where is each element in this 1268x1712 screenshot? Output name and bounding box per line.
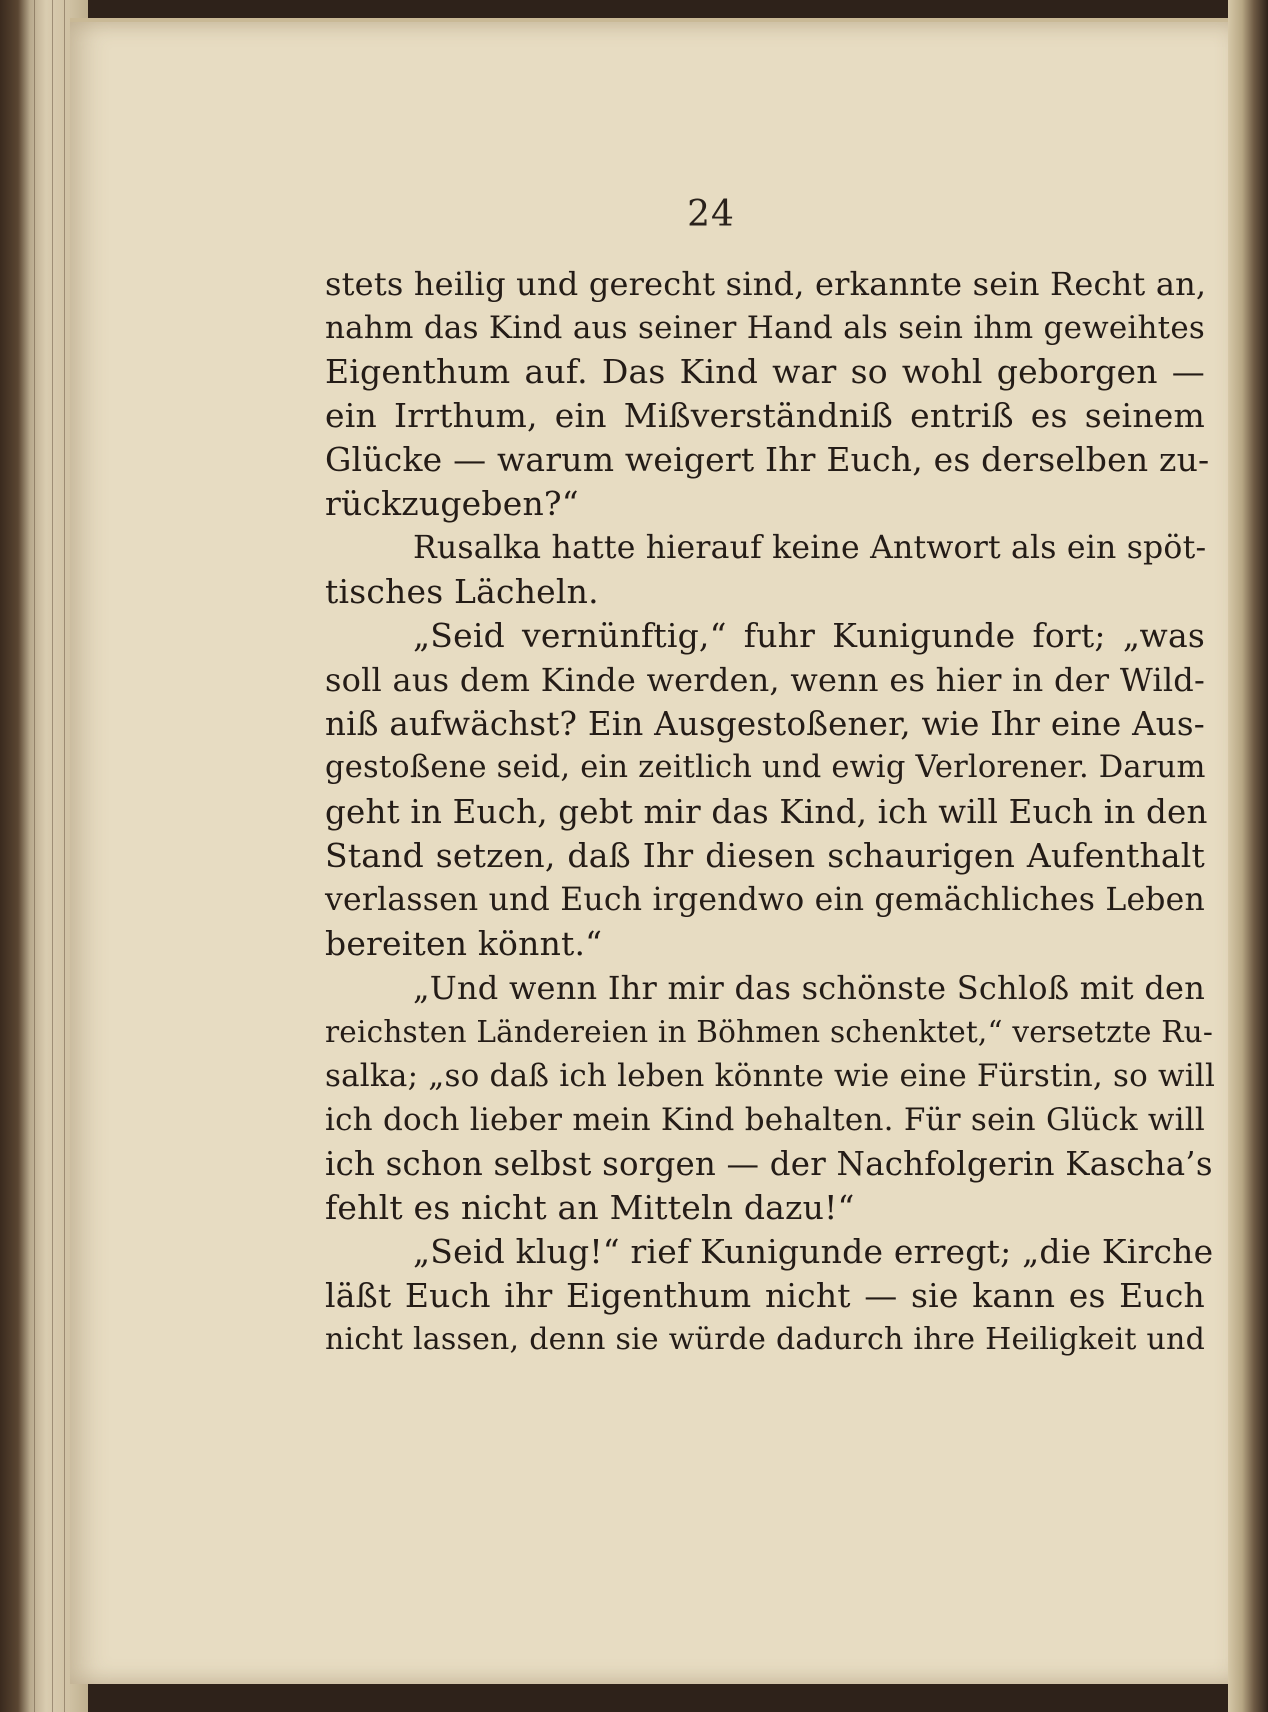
text-line: fehlt es nicht an Mitteln dazu!“ (325, 1188, 855, 1227)
text-line: „Seid vernünftig,“ fuhr Kunigunde fort; „was (413, 616, 1205, 655)
text-line: Rusalka hatte hierauf keine Antwort als ein spöt- (413, 530, 1207, 566)
page-number: 24 (687, 194, 735, 235)
text-line: läßt Euch ihr Eigenthum nicht — sie kann es Euch (325, 1276, 1205, 1315)
text-line: niß aufwächst? Ein Ausgestoßener, wie Ihr eine Aus- (325, 705, 1205, 743)
text-line: Glücke — warum weigert Ihr Euch, es derselben zu- (325, 440, 1210, 479)
text-line: ein Irrthum, ein Mißverständniß entriß es seinem (325, 396, 1205, 435)
page-header (70, 194, 1240, 235)
text-line: reichsten Ländereien in Böhmen schenktet,“ versetzte Ru- (325, 1015, 1214, 1049)
text-line: verlassen und Euch irgendwo ein gemächliches Leben (325, 882, 1205, 918)
text-line: „Und wenn Ihr mir das schönste Schloß mit den (413, 969, 1205, 1007)
text-line: geht in Euch, gebt mir das Kind, ich will Euch in den (325, 793, 1208, 831)
text-line: ich schon selbst sorgen — der Nachfolgerin Kascha’s (325, 1145, 1213, 1183)
page-stack-line (34, 0, 35, 1712)
page-stack-line (52, 0, 53, 1712)
text-line: tisches Lächeln. (325, 572, 599, 611)
right-page-edge (1228, 0, 1268, 1712)
text-line: rückzugeben?“ (325, 484, 579, 523)
text-line: ich doch lieber mein Kind behalten. Für sein Glück will (325, 1102, 1205, 1138)
text-line: „Seid klug!“ rief Kunigunde erregt; „die Kirche (413, 1232, 1214, 1271)
text-line: nahm das Kind aus seiner Hand als sein ihm geweihtes (325, 310, 1205, 346)
text-line: stets heilig und gerecht sind, erkannte sein Recht an, (325, 265, 1207, 303)
page-stack-line (64, 0, 65, 1712)
text-line: gestoßene seid, ein zeitlich und ewig Verlorener. Darum (325, 750, 1206, 785)
text-line: Eigenthum auf. Das Kind war so wohl geborgen — (325, 352, 1205, 391)
text-line: nicht lassen, denn sie würde dadurch ihre Heiligkeit und (325, 1322, 1205, 1357)
text-line: soll aus dem Kinde werden, wenn es hier in der Wild- (325, 661, 1205, 699)
text-line: Stand setzen, daß Ihr diesen schaurigen Aufenthalt (325, 836, 1205, 875)
text-line: salka; „so daß ich leben könnte wie eine Fürstin, so will (325, 1058, 1216, 1094)
text-line: bereiten könnt.“ (325, 924, 603, 963)
body-text (325, 262, 1216, 1362)
